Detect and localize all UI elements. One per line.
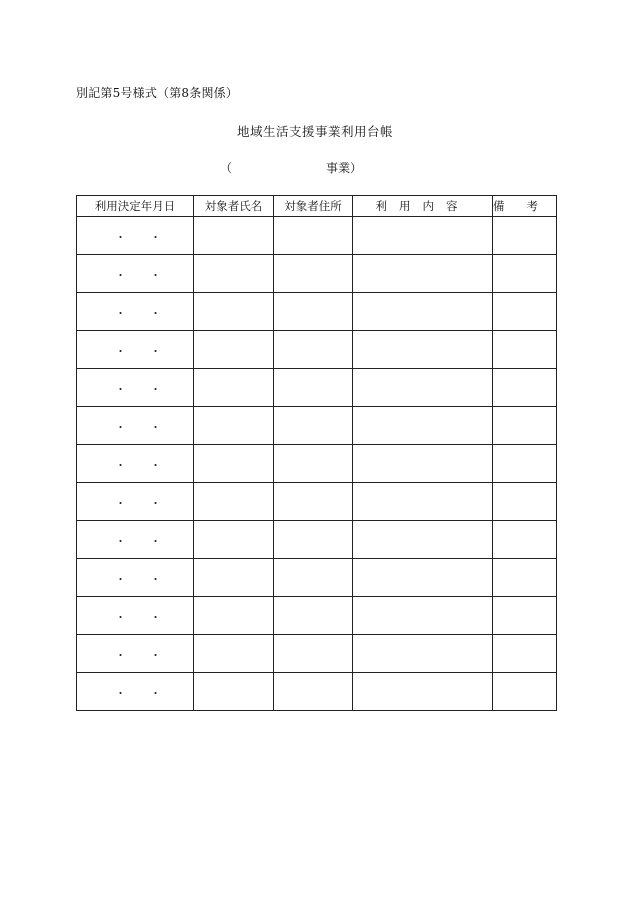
date-separator-dot: ・: [115, 649, 126, 662]
subject-name-cell[interactable]: [194, 217, 274, 255]
date-separator-dot: ・: [115, 269, 126, 282]
subject-name-cell[interactable]: [194, 293, 274, 331]
subject-address-cell[interactable]: [274, 217, 353, 255]
date-separator-dot: ・: [115, 421, 126, 434]
subject-address-cell[interactable]: [274, 445, 353, 483]
date-separator-dot: ・: [150, 269, 161, 282]
decision-date-cell[interactable]: [77, 559, 194, 597]
table-row: [77, 445, 557, 483]
table-row: [77, 673, 557, 711]
subject-name-cell[interactable]: [194, 559, 274, 597]
table-row: [77, 597, 557, 635]
usage-content-cell[interactable]: [353, 293, 493, 331]
header-decision-date: 利用決定年月日: [77, 196, 194, 217]
table-header-row: [77, 196, 557, 217]
date-separator-dot: ・: [115, 383, 126, 396]
remarks-cell[interactable]: [493, 293, 557, 331]
date-separator-dot: ・: [150, 497, 161, 510]
decision-date-cell[interactable]: [77, 255, 194, 293]
decision-date-cell[interactable]: [77, 521, 194, 559]
date-separator-dot: ・: [150, 345, 161, 358]
table-row: [77, 369, 557, 407]
subject-address-cell[interactable]: [274, 673, 353, 711]
header-subject-name: 対象者氏名: [194, 196, 274, 217]
date-separator-dot: ・: [150, 535, 161, 548]
table-row: [77, 407, 557, 445]
decision-date-cell[interactable]: [77, 331, 194, 369]
table-row: [77, 483, 557, 521]
date-separator-dot: ・: [150, 459, 161, 472]
project-open-paren: （: [220, 161, 233, 175]
form-reference: 別記第5号様式（第8条関係）: [76, 86, 239, 100]
subject-address-cell[interactable]: [274, 559, 353, 597]
remarks-cell[interactable]: [493, 445, 557, 483]
subject-name-cell[interactable]: [194, 255, 274, 293]
remarks-cell[interactable]: [493, 407, 557, 445]
decision-date-cell[interactable]: [77, 483, 194, 521]
decision-date-cell[interactable]: [77, 293, 194, 331]
date-separator-dot: ・: [150, 611, 161, 624]
date-separator-dot: ・: [115, 535, 126, 548]
subject-name-cell[interactable]: [194, 597, 274, 635]
subject-address-cell[interactable]: [274, 293, 353, 331]
subject-address-cell[interactable]: [274, 635, 353, 673]
decision-date-cell[interactable]: [77, 369, 194, 407]
remarks-cell[interactable]: [493, 597, 557, 635]
date-separator-dot: ・: [150, 383, 161, 396]
decision-date-cell[interactable]: [77, 597, 194, 635]
document-title: 地域生活支援事業利用台帳: [236, 124, 393, 139]
subject-name-cell[interactable]: [194, 483, 274, 521]
remarks-cell[interactable]: [493, 483, 557, 521]
date-separator-dot: ・: [115, 611, 126, 624]
date-separator-dot: ・: [150, 421, 161, 434]
decision-date-cell[interactable]: [77, 407, 194, 445]
table-row: [77, 559, 557, 597]
subject-address-cell[interactable]: [274, 369, 353, 407]
subject-address-cell[interactable]: [274, 521, 353, 559]
table-row: [77, 255, 557, 293]
decision-date-cell[interactable]: [77, 635, 194, 673]
decision-date-cell[interactable]: [77, 445, 194, 483]
remarks-cell[interactable]: [493, 217, 557, 255]
table-row: [77, 521, 557, 559]
project-label: 事業）: [325, 161, 362, 175]
remarks-cell[interactable]: [493, 635, 557, 673]
subject-name-cell[interactable]: [194, 407, 274, 445]
subject-name-cell[interactable]: [194, 445, 274, 483]
usage-content-cell[interactable]: [353, 483, 493, 521]
date-separator-dot: ・: [115, 307, 126, 320]
date-separator-dot: ・: [115, 231, 126, 244]
project-name-line: [220, 159, 362, 175]
remarks-cell[interactable]: [493, 255, 557, 293]
date-separator-dot: ・: [115, 459, 126, 472]
header-subject-address: 対象者住所: [274, 196, 353, 217]
table-body: [77, 217, 557, 711]
remarks-cell[interactable]: [493, 369, 557, 407]
usage-content-cell[interactable]: [353, 445, 493, 483]
table-row: [77, 217, 557, 255]
table-row: [77, 331, 557, 369]
date-separator-dot: ・: [150, 687, 161, 700]
date-separator-dot: ・: [115, 345, 126, 358]
usage-content-cell[interactable]: [353, 673, 493, 711]
remarks-cell[interactable]: [493, 673, 557, 711]
subject-address-cell[interactable]: [274, 483, 353, 521]
subject-address-cell[interactable]: [274, 597, 353, 635]
usage-content-cell[interactable]: [353, 521, 493, 559]
usage-content-cell[interactable]: [353, 559, 493, 597]
date-separator-dot: ・: [115, 497, 126, 510]
remarks-cell[interactable]: [493, 521, 557, 559]
usage-content-cell[interactable]: [353, 597, 493, 635]
date-separator-dot: ・: [150, 307, 161, 320]
date-separator-dot: ・: [115, 573, 126, 586]
subject-address-cell[interactable]: [274, 331, 353, 369]
subject-address-cell[interactable]: [274, 255, 353, 293]
date-separator-dot: ・: [150, 649, 161, 662]
usage-content-cell[interactable]: [353, 369, 493, 407]
date-separator-dot: ・: [115, 687, 126, 700]
subject-name-cell[interactable]: [194, 331, 274, 369]
date-separator-dot: ・: [150, 573, 161, 586]
table-row: [77, 635, 557, 673]
usage-content-cell[interactable]: [353, 331, 493, 369]
usage-content-cell[interactable]: [353, 407, 493, 445]
usage-content-cell[interactable]: [353, 255, 493, 293]
header-remarks: 備考: [493, 196, 557, 217]
subject-address-cell[interactable]: [274, 407, 353, 445]
table-row: [77, 293, 557, 331]
subject-name-cell[interactable]: [194, 673, 274, 711]
usage-content-cell[interactable]: [353, 635, 493, 673]
subject-name-cell[interactable]: [194, 369, 274, 407]
decision-date-cell[interactable]: [77, 673, 194, 711]
usage-content-cell[interactable]: [353, 217, 493, 255]
remarks-cell[interactable]: [493, 559, 557, 597]
subject-name-cell[interactable]: [194, 521, 274, 559]
subject-name-cell[interactable]: [194, 635, 274, 673]
remarks-cell[interactable]: [493, 331, 557, 369]
date-separator-dot: ・: [150, 231, 161, 244]
usage-ledger-table: [76, 195, 560, 711]
header-usage-content: 利用内容: [353, 196, 493, 217]
decision-date-cell[interactable]: [77, 217, 194, 255]
